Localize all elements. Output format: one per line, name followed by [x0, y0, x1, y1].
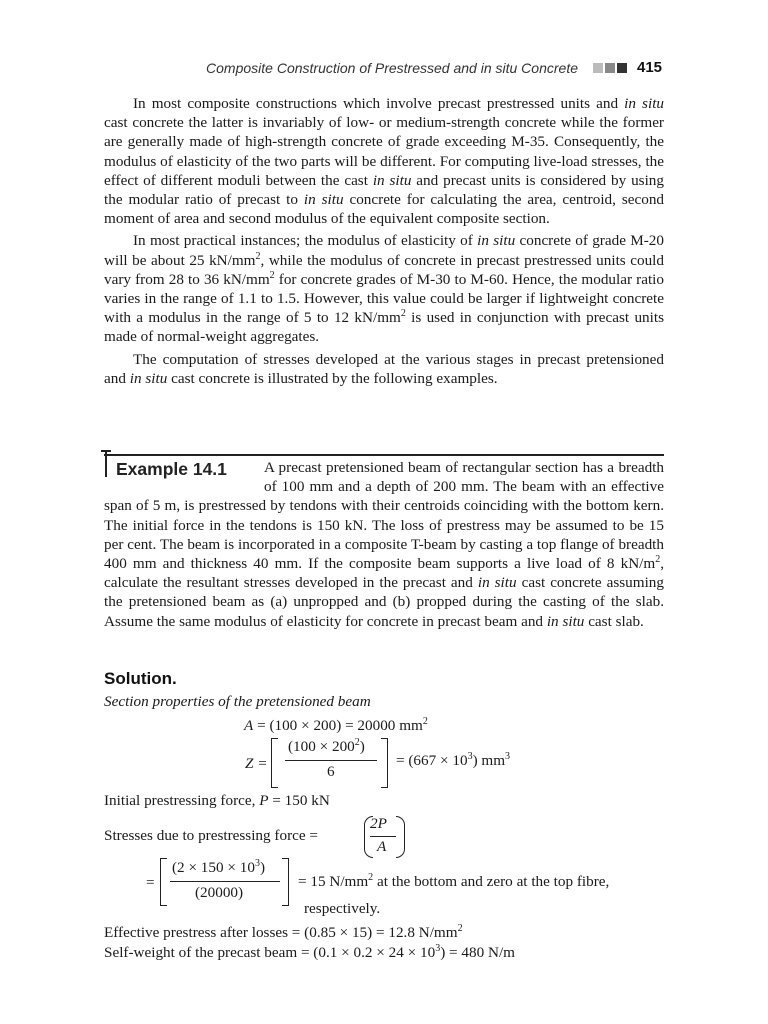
equation-area: A = (100 × 200) = 20000 $mm^2$ [244, 716, 428, 734]
paragraph-2: In most practical instances; the modulus of elasticity of in situ concrete of grade M-20 will be about 25 $kN/mm^2$, while the modulus of concrete in precast prestressed units could vary from 28 to 36 $kN/mm^2$ for concrete grades of M-30 to M-60. Hence, the modular ratio varies in the range of 1.1 to 1.5. However, this value could be larger if lightweight concrete with a modulus in the range of 5 to 12 $kN/mm^2$ is used in conjunction with precast units made of normal-weight aggregates. [104, 232, 664, 346]
example-corner-mark [101, 450, 111, 452]
example-text: A precast pretensioned beam of rectangular section has a breadth of 100 mm and a depth of 200 mm. The beam with an effective span of 5 m, is prestressed by tendons with their centroids coinciding with the bottom kern. The initial force in the tendons is 150 kN. The loss of prestress may be assumed to be 15 per cent. The beam is incorporated in a composite T-beam by casting a top flange of breadth 400 mm and thickness 40 mm. If the composite beam supports a live load of 8 $kN/m^2$, calculate the resultant stresses developed in the precast and in situ cast concrete assuming the pretensioned beam as (a) unpropped and (b) propped during the casting of the slab. Assume the same modulus of elasticity for concrete in precast beam and in situ cast slab. [104, 459, 664, 630]
square-mid [605, 63, 615, 73]
z-numerator: $(100 \times 200^2)$ [288, 737, 365, 755]
square-dark [617, 63, 627, 73]
section-heading: Section properties of the pretensioned beam [104, 693, 371, 710]
z-right-bracket [381, 738, 388, 788]
initial-force-line: Initial prestressing force, P = 150 kN [104, 792, 330, 809]
stress-calc-numerator: $(2 \times 150 \times 10^3)$ [172, 858, 266, 876]
stress-calc-right-bracket [282, 858, 289, 906]
z-left-bracket [271, 738, 278, 788]
stress-calc-continuation: respectively. [304, 900, 381, 917]
stress-calc-denominator: (20000) [195, 884, 244, 901]
stress-calc-left-bracket [160, 858, 167, 906]
running-head-squares [593, 63, 629, 74]
running-head [0, 58, 768, 80]
stress-denominator: A [377, 838, 387, 855]
solution-heading: Solution. [104, 669, 177, 688]
page-number: 415 [637, 59, 663, 76]
stress-label: Stresses due to prestressing force = [104, 827, 318, 844]
stress-calc-equals: = [146, 874, 155, 891]
z-rhs: = $(667 \times 10^3)$ $mm^3$ [396, 751, 511, 769]
z-denominator: 6 [327, 763, 335, 780]
example-top-rule [104, 454, 664, 456]
z-fraction-line [285, 760, 377, 761]
square-light [593, 63, 603, 73]
running-title: Composite Construction of Prestressed and in situ Concrete [206, 60, 578, 76]
stress-calc-rhs: = 15 $N/mm^2$ at the bottom and zero at the top fibre, [298, 872, 610, 890]
stress-calc-fraction-line [170, 881, 280, 882]
effective-prestress-line: Effective prestress after losses = (0.85 × 15) = 12.8 $N/mm^2$ [104, 923, 463, 941]
stress-fraction-line [370, 836, 396, 837]
stress-right-paren [396, 816, 405, 858]
paragraph-1: In most composite constructions which involve precast prestressed units and in situ cast concrete the latter is invariably of low- or medium-strength concrete while the former are generally made of high-strength concrete of grade exceeding M-35. Consequently, the modulus of elasticity of the two parts will be different. For computing live-load stresses, the effect of different moduli between the cast in situ and precast units is considered by using the modular ratio of precast to in situ concrete for calculating the area, centroid, second moment of area and second modulus of the equivalent composite section. [104, 95, 665, 228]
body-text [104, 94, 664, 388]
stress-numerator: 2P [370, 815, 387, 832]
example-label: Example 14.1 [116, 459, 227, 479]
self-weight-line: Self-weight of the precast beam = $(0.1 \times 0.2 \times 24 \times 10^3) = 480$ N/m [104, 943, 515, 961]
paragraph-3: The computation of stresses developed at the various stages in precast pretensioned and in situ cast concrete is illustrated by the following examples. [104, 350, 664, 387]
z-lhs: Z = [245, 755, 268, 772]
